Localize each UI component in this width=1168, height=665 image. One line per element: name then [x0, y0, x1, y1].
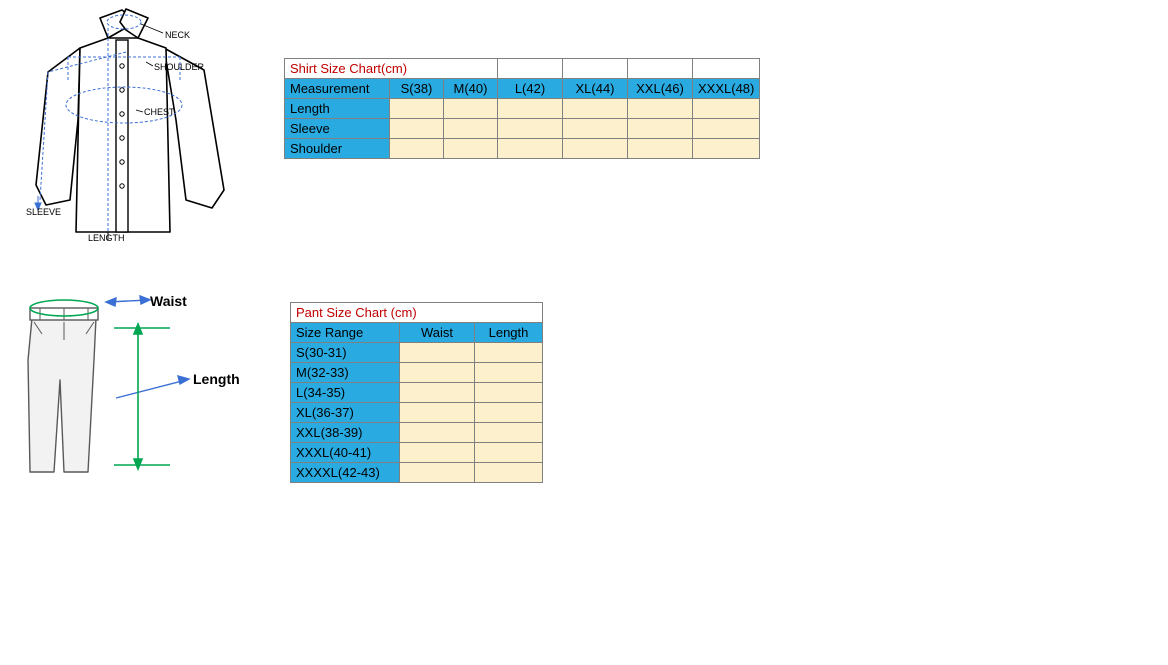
label-waist: Waist: [150, 293, 187, 309]
label-length: LENGTH: [88, 233, 125, 243]
cell-shoulder-xl[interactable]: [563, 139, 628, 159]
cell-xl-length[interactable]: [475, 403, 543, 423]
label-pant-length: Length: [193, 371, 240, 387]
blank-cell: [498, 59, 563, 79]
cell-shoulder-s[interactable]: [390, 139, 444, 159]
shirt-measurement-diagram: [8, 0, 268, 260]
row-label-xxxl: XXXL(40-41): [291, 443, 400, 463]
cell-m-length[interactable]: [475, 363, 543, 383]
cell-shoulder-xxxl[interactable]: [693, 139, 760, 159]
cell-s-waist[interactable]: [400, 343, 475, 363]
table-row: [291, 363, 543, 383]
table-row: [285, 99, 760, 119]
shirt-size-chart-table: [284, 58, 760, 159]
cell-s-length[interactable]: [475, 343, 543, 363]
table-row: [285, 119, 760, 139]
cell-xxxl-waist[interactable]: [400, 443, 475, 463]
cell-m-waist[interactable]: [400, 363, 475, 383]
table-row: [291, 443, 543, 463]
column-header-s: S(38): [390, 79, 444, 99]
label-sleeve: SLEEVE: [26, 207, 62, 217]
row-label-sleeve: Sleeve: [285, 119, 390, 139]
column-header-waist: Waist: [400, 323, 475, 343]
blank-cell: [693, 59, 760, 79]
column-header-l: L(42): [498, 79, 563, 99]
blank-cell: [563, 59, 628, 79]
table-row-header: [291, 323, 543, 343]
column-header-xxl: XXL(46): [628, 79, 693, 99]
waist-arrow: [106, 296, 150, 306]
label-shoulder: SHOULDER: [154, 62, 205, 72]
cell-shoulder-l[interactable]: [498, 139, 563, 159]
cell-shoulder-m[interactable]: [444, 139, 498, 159]
table-row: [291, 423, 543, 443]
cell-length-xl[interactable]: [563, 99, 628, 119]
row-label-xxl: XXL(38-39): [291, 423, 400, 443]
label-chest: CHEST: [144, 107, 175, 117]
cell-l-waist[interactable]: [400, 383, 475, 403]
table-row-title: [285, 59, 760, 79]
table-row-header: [285, 79, 760, 99]
table-row: [291, 383, 543, 403]
row-label-m: M(32-33): [291, 363, 400, 383]
cell-shoulder-xxl[interactable]: [628, 139, 693, 159]
pant-size-chart-table: [290, 302, 543, 483]
cell-length-l[interactable]: [498, 99, 563, 119]
column-header-measurement: Measurement: [285, 79, 390, 99]
cell-sleeve-s[interactable]: [390, 119, 444, 139]
cell-sleeve-xl[interactable]: [563, 119, 628, 139]
cell-sleeve-m[interactable]: [444, 119, 498, 139]
pant-measurement-diagram: [8, 280, 258, 485]
cell-xxl-length[interactable]: [475, 423, 543, 443]
column-header-m: M(40): [444, 79, 498, 99]
column-header-xl: XL(44): [563, 79, 628, 99]
cell-length-s[interactable]: [390, 99, 444, 119]
column-header-size-range: Size Range: [291, 323, 400, 343]
cell-sleeve-l[interactable]: [498, 119, 563, 139]
shirt-chart-title: Shirt Size Chart(cm): [285, 59, 498, 79]
label-neck: NECK: [165, 30, 191, 40]
table-row: [291, 343, 543, 363]
cell-l-length[interactable]: [475, 383, 543, 403]
row-label-shoulder: Shoulder: [285, 139, 390, 159]
length-pointer-arrow: [116, 376, 189, 398]
row-label-l: L(34-35): [291, 383, 400, 403]
cell-length-xxxl[interactable]: [693, 99, 760, 119]
table-row-title: [291, 303, 543, 323]
cell-xxl-waist[interactable]: [400, 423, 475, 443]
cell-sleeve-xxl[interactable]: [628, 119, 693, 139]
column-header-length: Length: [475, 323, 543, 343]
row-label-s: S(30-31): [291, 343, 400, 363]
cell-length-m[interactable]: [444, 99, 498, 119]
cell-xxxl-length[interactable]: [475, 443, 543, 463]
table-row: [285, 139, 760, 159]
table-row: [291, 403, 543, 423]
pant-chart-title: Pant Size Chart (cm): [291, 303, 543, 323]
cell-sleeve-xxxl[interactable]: [693, 119, 760, 139]
cell-length-xxl[interactable]: [628, 99, 693, 119]
cell-xl-waist[interactable]: [400, 403, 475, 423]
column-header-xxxl: XXXL(48): [693, 79, 760, 99]
cell-xxxxl-waist[interactable]: [400, 463, 475, 483]
table-row: [291, 463, 543, 483]
row-label-xxxxl: XXXXL(42-43): [291, 463, 400, 483]
row-label-xl: XL(36-37): [291, 403, 400, 423]
cell-xxxxl-length[interactable]: [475, 463, 543, 483]
row-label-length: Length: [285, 99, 390, 119]
blank-cell: [628, 59, 693, 79]
pant-outline: [28, 318, 96, 472]
